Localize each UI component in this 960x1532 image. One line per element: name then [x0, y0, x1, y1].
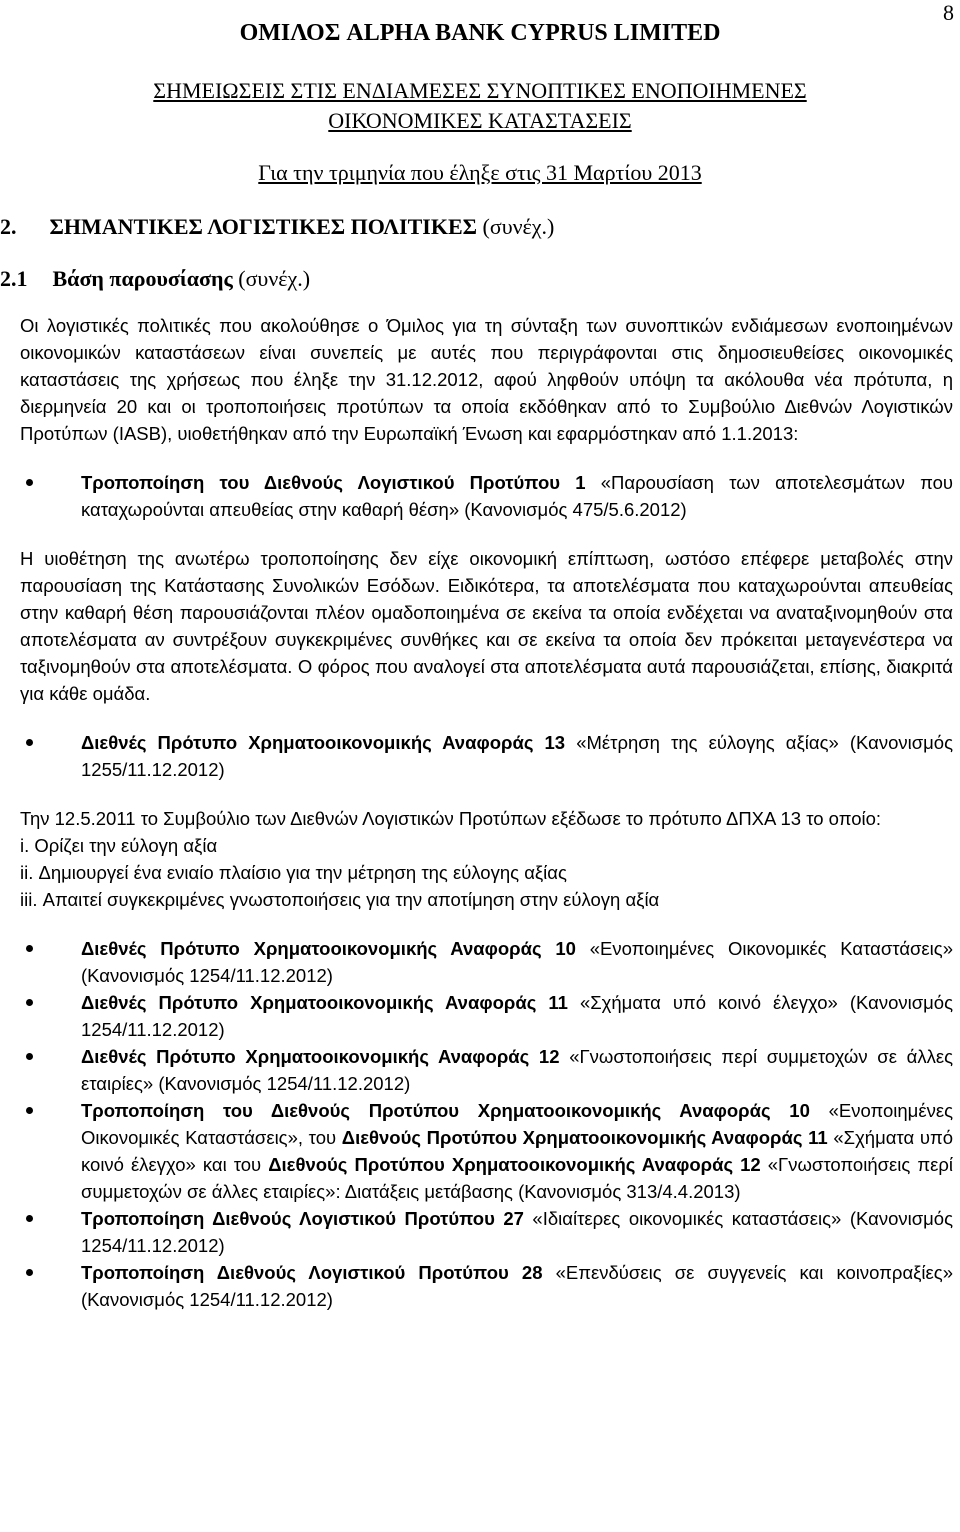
standard-name: Τροποποίηση του Διεθνούς Λογιστικού Προτύπου 1 — [81, 472, 586, 493]
standard-name: Διεθνούς Προτύπου Χρηματοοικονομικής Αναφοράς 12 — [268, 1154, 761, 1175]
page-number: 8 — [943, 0, 954, 25]
standard-description: «Παρουσίαση των αποτελεσμάτων που καταχωρούνται απευθείας στην καθαρή θέση» (Κανονισμός 475/5.6.2012) — [81, 472, 954, 520]
document-body — [20, 312, 953, 1313]
list-item — [20, 469, 953, 523]
notes-title-line-2: ΟΙΚΟΝΟΜΙΚΕΣ ΚΑΤΑΣΤΑΣΕΙΣ — [328, 108, 632, 133]
standard-name: Τροποποίηση Διεθνούς Λογιστικού Προτύπου 27 — [81, 1208, 524, 1229]
list-item — [20, 935, 953, 989]
period-subtitle: Για την τριμηνία που έληξε στις 31 Μαρτίου 2013 — [258, 160, 702, 185]
standard-description: «Γνωστοποιήσεις περί συμμετοχών σε άλλες εταιρίες» (Κανονισμός 1254/11.12.2012) — [81, 1046, 953, 1094]
subsection-number: 2.1 — [0, 266, 28, 291]
standard-description: «Γνωστοποιήσεις περί συμμετοχών σε άλλες εταιρίες»: Διατάξεις μετάβασης (Κανονισμός 313/4.4.2013) — [81, 1154, 953, 1202]
list-item — [20, 1259, 953, 1313]
list-item — [20, 729, 953, 783]
standard-name: Διεθνές Πρότυπο Χρηματοοικονομικής Αναφοράς 12 — [81, 1046, 560, 1067]
ifrs13-list — [20, 729, 953, 783]
ifrs13-point: i. Ορίζει την εύλογη αξία — [20, 835, 218, 856]
standard-description: «Σχήματα υπό κοινό έλεγχο» και του — [81, 1127, 953, 1175]
standard-description: «Ενοποιημένες Οικονομικές Καταστάσεις» (Κανονισμός 1254/11.12.2012) — [81, 938, 953, 986]
standard-name: Διεθνούς Προτύπου Χρηματοοικονομικής Αναφοράς 11 — [341, 1127, 828, 1148]
standard-description: «Ιδιαίτερες οικονομικές καταστάσεις» (Κανονισμός 1254/11.12.2012) — [81, 1208, 953, 1256]
ifrs13-point: iii. Απαιτεί συγκεκριμένες γνωστοποιήσεις για την αποτίμηση στην εύλογη αξία — [20, 889, 660, 910]
notes-title — [0, 76, 960, 136]
bullet-icon — [26, 479, 33, 486]
notes-title-line-1: ΣΗΜΕΙΩΣΕΙΣ ΣΤΙΣ ΕΝΔΙΑΜΕΣΕΣ ΣΥΝΟΠΤΙΚΕΣ ΕΝΟΠΟΙΗΜΕΝΕΣ — [153, 78, 807, 103]
standards-list — [20, 935, 953, 1313]
section-cont: (συνέχ.) — [482, 214, 555, 239]
standard-name: Διεθνές Πρότυπο Χρηματοοικονομικής Αναφοράς 10 — [81, 938, 576, 959]
bullet-icon — [26, 1107, 33, 1114]
standard-description: «Ενοποιημένες Οικονομικές Καταστάσεις», του — [81, 1100, 954, 1148]
ias1-list — [20, 469, 953, 523]
company-title: ΟΜΙΛΟΣ ALPHA BANK CYPRUS LIMITED — [239, 20, 721, 46]
bullet-icon — [26, 1053, 33, 1060]
standard-description: «Μέτρηση της εύλογης αξίας» (Κανονισμός 1255/11.12.2012) — [81, 732, 954, 780]
ifrs13-paragraph: Την 12.5.2011 το Συμβούλιο των Διεθνών Λογιστικών Προτύπων εξέδωσε το πρότυπο ΔΠΧΑ 13 το οποίο: — [20, 808, 882, 829]
subsection-title: Βάση παρουσίασης — [52, 266, 233, 291]
bullet-icon — [26, 1215, 33, 1222]
bullet-icon — [26, 1269, 33, 1276]
section-number: 2. — [0, 214, 17, 239]
list-item — [20, 1205, 953, 1259]
ifrs13-point: ii. Δημιουργεί ένα ενιαίο πλαίσιο για την μέτρηση της εύλογης αξίας — [20, 862, 567, 883]
bullet-icon — [26, 739, 33, 746]
section-title: ΣΗΜΑΝΤΙΚΕΣ ΛΟΓΙΣΤΙΚΕΣ ΠΟΛΙΤΙΚΕΣ — [49, 214, 478, 239]
bullet-icon — [26, 945, 33, 952]
list-item — [20, 1043, 953, 1097]
subsection-cont: (συνέχ.) — [238, 266, 311, 291]
bullet-icon — [26, 999, 33, 1006]
standard-name: Τροποποίηση Διεθνούς Λογιστικού Προτύπου 28 — [81, 1262, 543, 1283]
standard-name: Διεθνές Πρότυπο Χρηματοοικονομικής Αναφοράς 13 — [81, 732, 566, 753]
intro-paragraph: Οι λογιστικές πολιτικές που ακολούθησε ο Όμιλος για τη σύνταξη των συνοπτικών ενδιάμεσων ενοποιημένων οικονομικών καταστάσεων είναι συνεπείς με αυτές που περιγράφονται στις δημοσιευθείσες οικονομικές καταστάσεις της χρήσεως που έληξε την 31.12.2012, αφού ληφθούν υπόψη τα ακόλουθα νέα πρότυπα, η διερμηνεία 20 και οι τροποποιήσεις προτύπων τα οποία εκδόθηκαν από το Συμβούλιο Διεθνών Λογιστικών Προτύπων (IASB), υιοθετήθηκαν από την Ευρωπαϊκή Ένωση και εφαρμόστηκαν από 1.1.2013: — [20, 315, 953, 444]
list-item — [20, 989, 953, 1043]
subsection-heading — [0, 266, 310, 292]
section-heading — [0, 214, 554, 240]
standard-name: Τροποποίηση του Διεθνούς Προτύπου Χρηματοοικονομικής Αναφοράς 10 — [81, 1100, 810, 1121]
ias1-paragraph: Η υιοθέτηση της ανωτέρω τροποποίησης δεν είχε οικονομική επίπτωση, ωστόσο επέφερε μεταβολές στην παρουσίαση της Κατάστασης Συνολικών Εσόδων. Ειδικότερα, τα αποτελέσματα που καταχωρούνται απευθείας στην καθαρή θέση παρουσιάζονται πλέον ομαδοποιημένα σε εκείνα τα οποία ενδέχεται να αναταξινομηθούν στα αποτελέσματα αν συντρέξουν συγκεκριμένες συνθήκες και σε εκείνα τα οποία δεν πρόκειται μεταγενέστερα να ταξινομηθούν στα αποτελέσματα. Ο φόρος που αναλογεί στα αποτελέσματα αυτά παρουσιάζεται, επίσης, διακριτά για κάθε ομάδα. — [20, 548, 953, 704]
standard-name: Διεθνές Πρότυπο Χρηματοοικονομικής Αναφοράς 11 — [81, 992, 568, 1013]
list-item — [20, 1097, 953, 1205]
standard-description: «Σχήματα υπό κοινό έλεγχο» (Κανονισμός 1254/11.12.2012) — [81, 992, 953, 1040]
standard-description: «Επενδύσεις σε συγγενείς και κοινοπραξίες» (Κανονισμός 1254/11.12.2012) — [81, 1262, 953, 1310]
